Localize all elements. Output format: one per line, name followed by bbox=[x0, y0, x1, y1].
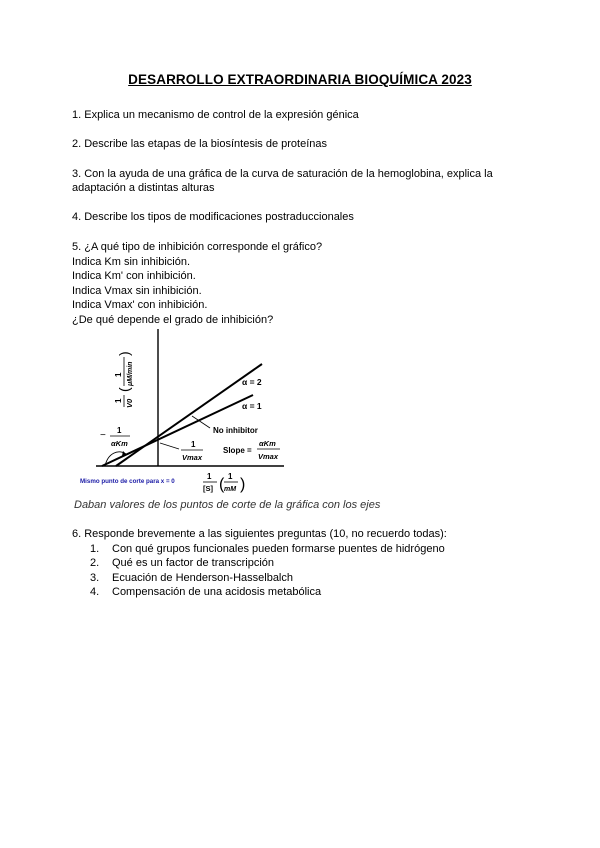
list-item bbox=[90, 542, 445, 557]
list-item-text: Qué es un factor de transcripción bbox=[112, 557, 275, 569]
page-title: DESARROLLO EXTRAORDINARIA BIOQUÍMICA 2023 bbox=[128, 72, 472, 87]
list-item bbox=[90, 571, 293, 586]
x-label-paren-open: ( bbox=[219, 476, 225, 493]
same-intercept-annotation: Mismo punto de corte para x = 0 bbox=[80, 478, 175, 485]
label-alpha-2: α = 2 bbox=[242, 377, 262, 387]
label-slope-num: αKm bbox=[259, 439, 276, 448]
label-intercept-den: Vmax bbox=[182, 453, 203, 462]
label-x-intercept-sign: − bbox=[100, 430, 106, 441]
question-5-item: ¿De qué depende el grado de inhibición? bbox=[72, 314, 274, 326]
list-item-number: 2. bbox=[90, 557, 100, 569]
x-label-a-num: 1 bbox=[207, 472, 212, 481]
question-5-item: Indica Vmax sin inhibición. bbox=[72, 285, 202, 297]
question-1: 1. Explica un mecanismo de control de la expresión génica bbox=[72, 109, 359, 121]
y-label-a-den: V0 bbox=[125, 398, 134, 408]
question-4: 4. Describe los tipos de modificaciones postraduccionales bbox=[72, 211, 354, 223]
question-5-item: Indica Vmax' con inhibición. bbox=[72, 299, 208, 311]
question-6-intro: 6. Responde brevemente a las siguientes preguntas (10, no recuerdo todas): bbox=[72, 528, 447, 540]
y-label-a-num: 1 bbox=[114, 398, 123, 403]
question-2: 2. Describe las etapas de la biosíntesis de proteínas bbox=[72, 138, 327, 150]
y-label-b-den: μM/min bbox=[127, 361, 134, 386]
y-label-paren-close: ) bbox=[116, 351, 132, 356]
figure-caption: Daban valores de los puntos de corte de la gráfica con los ejes bbox=[74, 499, 381, 511]
list-item-number: 3. bbox=[90, 572, 100, 584]
list-item bbox=[90, 556, 274, 571]
lineweaver-burk-chart bbox=[70, 325, 300, 497]
question-5-intro: 5. ¿A qué tipo de inhibición corresponde el gráfico? bbox=[72, 241, 323, 253]
list-item-text: Compensación de una acidosis metabólica bbox=[112, 586, 322, 598]
label-slope-prefix: Slope = bbox=[223, 446, 252, 455]
label-no-inhibitor: No inhibitor bbox=[213, 426, 258, 435]
label-intercept-num: 1 bbox=[191, 440, 196, 449]
label-alpha-1: α = 1 bbox=[242, 401, 262, 411]
x-label-b-num: 1 bbox=[228, 472, 233, 481]
list-item-text: Ecuación de Henderson-Hasselbalch bbox=[112, 572, 293, 584]
question-3-line-1: 3. Con la ayuda de una gráfica de la curva de saturación de la hemoglobina, explica la bbox=[72, 168, 493, 180]
list-item bbox=[90, 585, 321, 600]
label-slope-den: Vmax bbox=[258, 452, 279, 461]
intercept-pointer bbox=[160, 443, 179, 449]
question-5-item: Indica Km' con inhibición. bbox=[72, 270, 196, 282]
label-x-intercept-den: αKm bbox=[111, 439, 128, 448]
y-label-b-num: 1 bbox=[114, 372, 123, 377]
label-x-intercept-num: 1 bbox=[117, 426, 122, 435]
y-label-paren-open: ( bbox=[116, 387, 132, 392]
x-label-a-den: [S] bbox=[203, 484, 213, 493]
question-5-item: Indica Km sin inhibición. bbox=[72, 256, 191, 268]
list-item-number: 1. bbox=[90, 543, 100, 555]
x-label-paren-close: ) bbox=[240, 476, 246, 493]
question-3-line-2: adaptación a distintas alturas bbox=[72, 182, 215, 194]
x-label-b-den: mM bbox=[224, 486, 237, 493]
list-item-number: 4. bbox=[90, 586, 100, 598]
list-item-text: Con qué grupos funcionales pueden formarse puentes de hidrógeno bbox=[112, 543, 445, 555]
